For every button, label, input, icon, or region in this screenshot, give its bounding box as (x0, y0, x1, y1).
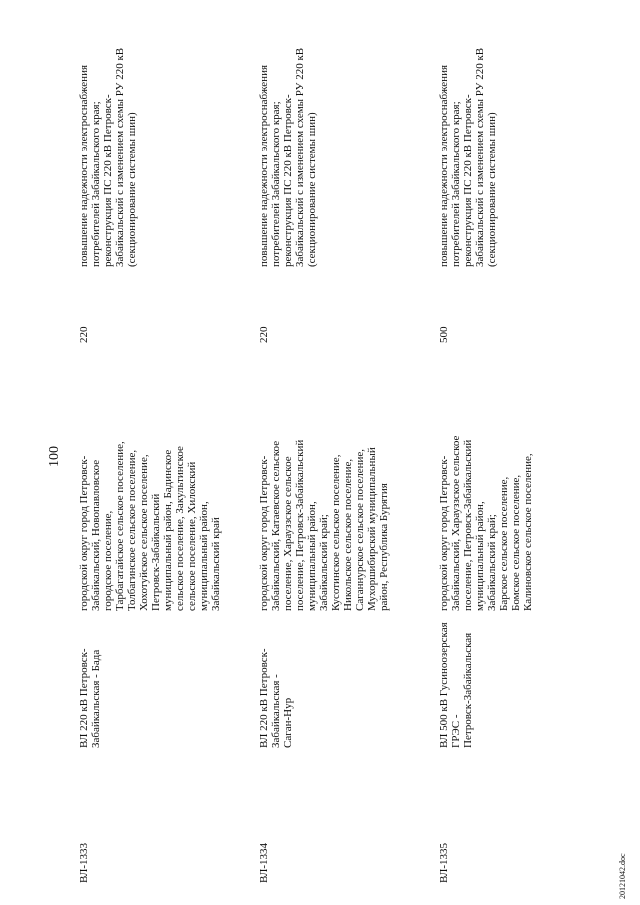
location-area: городской округ город Петровск- Забайкальский, Харауззское сельское поселение, Петровск-Забайкальский муниципальный район, Забайкальский край; Барское сельское поселение, Бомское сельское поселение, Калиновское сельское поселение, (438, 435, 534, 611)
table-row (258, 0, 438, 905)
document-file-reference: 20121042.doc (618, 853, 627, 899)
purpose: повышение надежности электроснабжения потребителей Забайкальского края; реконструкция ПС 220 кВ Петровск- Забайкальский с изменением схемы РУ 220 кВ (секционирование системы шин) (438, 47, 498, 267)
voltage: 220 (258, 326, 270, 343)
object-code: ВЛ-1334 (258, 842, 270, 883)
table-row (438, 0, 618, 905)
page-number: 100 (47, 446, 62, 467)
location-area: городской округ город Петровск- Забайкальский, Новопавловское городское поселение, Тарбагатайское сельское поселение, Толбагинское сельское поселение, Хохотуйское сельское поселение, Петровск-Забайкальский муниципальный район, Бадинское сельское поселение, Закультинское сельское поселение, Хилокский муниципальный район, Забайкальский край (78, 441, 222, 611)
table-row (78, 0, 258, 905)
location-area: городской округ город Петровск- Забайкальский, Катаевское сельское поселение, Харауззское сельское поселение, Петровск-Забайкальский муниципальный район, Забайкальский край; Кусотинское сельское поселение, Никольское сельское поселение, Саганнурское сельское поселение, Мухоршибирский муниципальный район, Республика Бурятия (258, 439, 390, 611)
object-name: ВЛ 220 кВ Петровск-Забайкальская - Саган-Нур (258, 648, 294, 748)
purpose: повышение надежности электроснабжения потребителей Забайкальского края; реконструкция ПС 220 кВ Петровск- Забайкальский с изменением схемы РУ 220 кВ (секционирование системы шин) (78, 47, 138, 267)
object-code: ВЛ-1333 (78, 842, 90, 883)
purpose: повышение надежности электроснабжения потребителей Забайкальского края; реконструкция ПС 220 кВ Петровск- Забайкальский с изменением схемы РУ 220 кВ (секционирование системы шин) (258, 47, 318, 267)
object-name: ВЛ 220 кВ Петровск- Забайкальская - Бада (78, 648, 102, 748)
object-name: ВЛ 500 кВ Гусиноозерская ГРЭС - Петровск-Забайкальская (438, 622, 474, 748)
voltage: 500 (438, 326, 450, 343)
object-code: ВЛ-1335 (438, 842, 450, 883)
voltage: 220 (78, 326, 90, 343)
